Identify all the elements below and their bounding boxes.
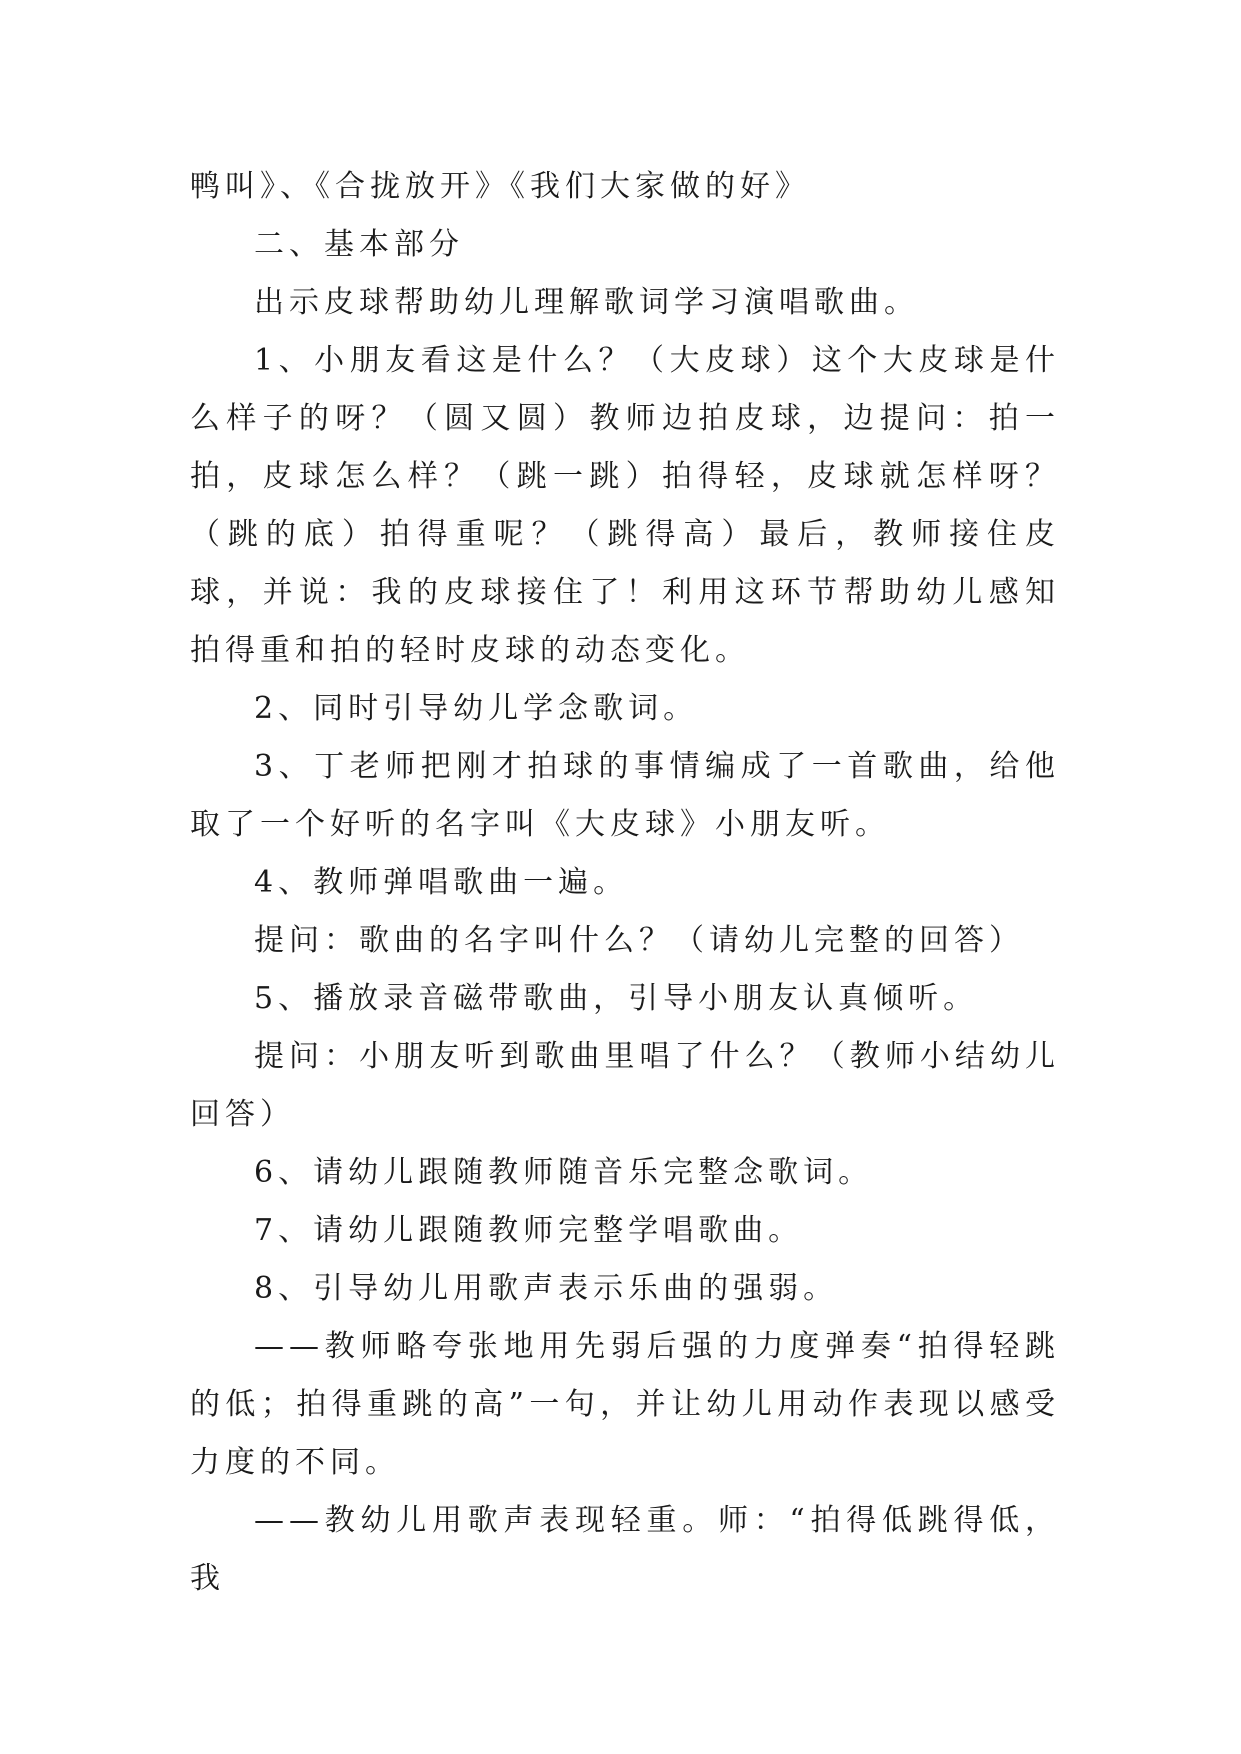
paragraph-question-2: 提问：小朋友听到歌曲里唱了什么？（教师小结幼儿回答）: [190, 1039, 1060, 1132]
paragraph-dynamics-1: ——教师略夸张地用先弱后强的力度弹奏“拍得轻跳的低；拍得重跳的高”一句，并让幼儿用动作表现以感受力度的不同。: [190, 1329, 1060, 1480]
paragraph-step-5: 5、播放录音磁带歌曲，引导小朋友认真倾听。: [254, 981, 979, 1016]
paragraph-intro: 出示皮球帮助幼儿理解歌词学习演唱歌曲。: [254, 285, 919, 320]
paragraph-question-1: 提问：歌曲的名字叫什么？（请幼儿完整的回答）: [254, 923, 1024, 958]
document-body: [190, 158, 1060, 1608]
paragraph-step-6: 6、请幼儿跟随教师随音乐完整念歌词。: [254, 1155, 874, 1190]
paragraph-step-7: 7、请幼儿跟随教师完整学唱歌曲。: [254, 1213, 804, 1248]
paragraph-song-titles: 鸭叫》、《合拢放开》《我们大家做的好》: [190, 169, 810, 204]
paragraph-dynamics-2: ——教幼儿用歌声表现轻重。师：“拍得低跳得低，我: [190, 1503, 1060, 1596]
paragraph-step-2: 2、同时引导幼儿学念歌词。: [254, 691, 699, 726]
paragraph-step-4: 4、教师弹唱歌曲一遍。: [254, 865, 629, 900]
section-heading-basic-part: 二、基本部分: [254, 227, 464, 262]
paragraph-step-3: 3、丁老师把刚才拍球的事情编成了一首歌曲，给他取了一个好听的名字叫《大皮球》小朋友听。: [190, 749, 1060, 842]
paragraph-step-8: 8、引导幼儿用歌声表示乐曲的强弱。: [254, 1271, 839, 1306]
paragraph-step-1: 1、小朋友看这是什么？（大皮球）这个大皮球是什么样子的呀？（圆又圆）教师边拍皮球，边提问：拍一拍，皮球怎么样？（跳一跳）拍得轻，皮球就怎样呀？（跳的底）拍得重呢？（跳得高）最后，教师接住皮球，并说：我的皮球接住了！利用这环节帮助幼儿感知拍得重和拍的轻时皮球的动态变化。: [190, 343, 1060, 668]
